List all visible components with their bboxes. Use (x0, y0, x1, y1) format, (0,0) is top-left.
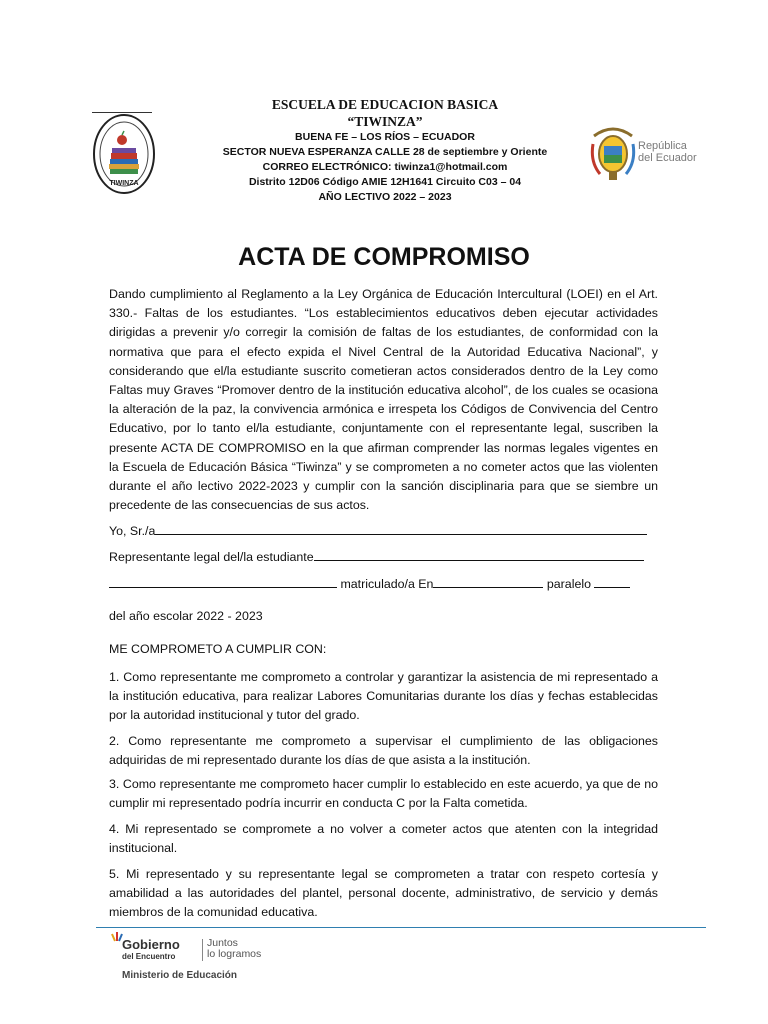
commitment-heading: ME COMPROMETO A CUMPLIR CON: (109, 642, 327, 656)
republic-line-1: República (638, 140, 687, 152)
commitment-item: 1. Como representante me comprometo a controlar y garantizar la asistencia de mi representado a la institución educativa, para realizar Labores Comunitarias durante los días y fechas establecidas por la autoridad institucional y tutor del grado. (109, 670, 658, 723)
parallel-blank[interactable] (594, 575, 630, 588)
student-name-blank[interactable] (109, 575, 337, 588)
gov-sub: del Encuentro (122, 952, 176, 961)
parallel-label: paralelo (546, 577, 591, 591)
commitment-item: 2. Como representante me comprometo a supervisar el cumplimiento de las obligaciones adquiridas de mi representado durante los días de que asista a la institución. (109, 734, 658, 768)
enrolled-label: matriculado/a En (340, 577, 434, 591)
footer-rule (96, 927, 706, 928)
gov-divider (202, 939, 203, 961)
school-location: BUENA FE – LOS RÍOS – ECUADOR (295, 131, 475, 143)
grade-blank[interactable] (433, 575, 543, 588)
school-logo (92, 113, 156, 195)
republica-ecuador-logo (590, 124, 705, 182)
intro-paragraph: Dando cumplimiento al Reglamento a la Ley Orgánica de Educación Intercultural (LOEI) en el Art. 330.- Faltas de los estudiantes. “Los establecimientos educativos deben ejecutar actividades dirigidas a prevenir y/o corregir la comisión de faltas de los estudiantes, de conformidad con la normativa que para el efecto expida el Nivel Central de la Autoridad Educativa Nacional”, y considerando que el/la estudiante suscrito cometieran actos considerados dentro de la Ley como Faltas muy Graves “Promover dentro de la institución educativa alcohol”, de los cuales se ocasiona la alteración de la paz, la convivencia armónica e irrespeta los Códigos de Convivencia del Centro Educativo, por lo tanto el/la estudiante, conjuntamente con el representante legal, suscriben la presente ACTA DE COMPROMISO en la que afirman comprender las normas legales vigentes en la Escuela de Educación Básica “Tiwinza” y se comprometen a no cometer actos que las violenten durante el año lectivo 2022-2023 y cumplir con la sanción disciplinaria para que se siembre un precedente de las consecuencias de sus actos. (109, 287, 658, 513)
representative-field (109, 548, 661, 567)
gobierno-logo (110, 932, 310, 990)
commitment-item: 3. Como representante me comprometo hacer cumplir lo establecido en este acuerdo, ya que de no cumplir mi representado podría incurrir en conducta C por la Falta cometida. (109, 777, 658, 811)
school-header (170, 96, 600, 205)
yo-label: Yo, Sr./a (109, 524, 156, 538)
school-year-line: del año escolar 2022 - 2023 (109, 609, 263, 623)
school-address: SECTOR NUEVA ESPERANZA CALLE 28 de septiembre y Oriente (222, 146, 548, 158)
representative-label: Representante legal del/la estudiante (109, 550, 314, 564)
coat-of-arms-icon (590, 124, 636, 182)
enrollment-field (109, 575, 661, 594)
gov-name: Gobierno (122, 937, 180, 952)
slogan-line-2: lo logramos (207, 948, 262, 960)
document-title: ACTA DE COMPROMISO (238, 243, 530, 271)
yo-blank[interactable] (155, 522, 647, 535)
republic-line-2: del Ecuador (638, 152, 697, 164)
commitment-item: 4. Mi representado se compromete a no volver a cometer actos que atenten con la integridad institucional. (109, 822, 658, 856)
commitment-item: 5. Mi representado y su representante legal se comprometen a tratar con respeto cortesía y amabilidad a las autoridades del plantel, personal docente, administrativo, de servicio y demás miembros de la comunidad educativa. (109, 867, 658, 920)
school-alias: “TIWINZA” (347, 114, 423, 129)
logo-text: TIWINZA (109, 180, 139, 187)
yo-field (109, 522, 661, 541)
slogan-line-1: Juntos (207, 937, 238, 949)
school-year: AÑO LECTIVO 2022 – 2023 (318, 191, 452, 203)
ministry-name: Ministerio de Educación (122, 970, 238, 981)
representative-blank[interactable] (314, 548, 644, 561)
school-email: CORREO ELECTRÓNICO: tiwinza1@hotmail.com (262, 161, 508, 173)
school-district: Distrito 12D06 Código AMIE 12H1641 Circuito C03 – 04 (248, 176, 522, 188)
school-name: ESCUELA DE EDUCACION BASICA (271, 97, 499, 112)
gov-slogan (207, 938, 261, 960)
